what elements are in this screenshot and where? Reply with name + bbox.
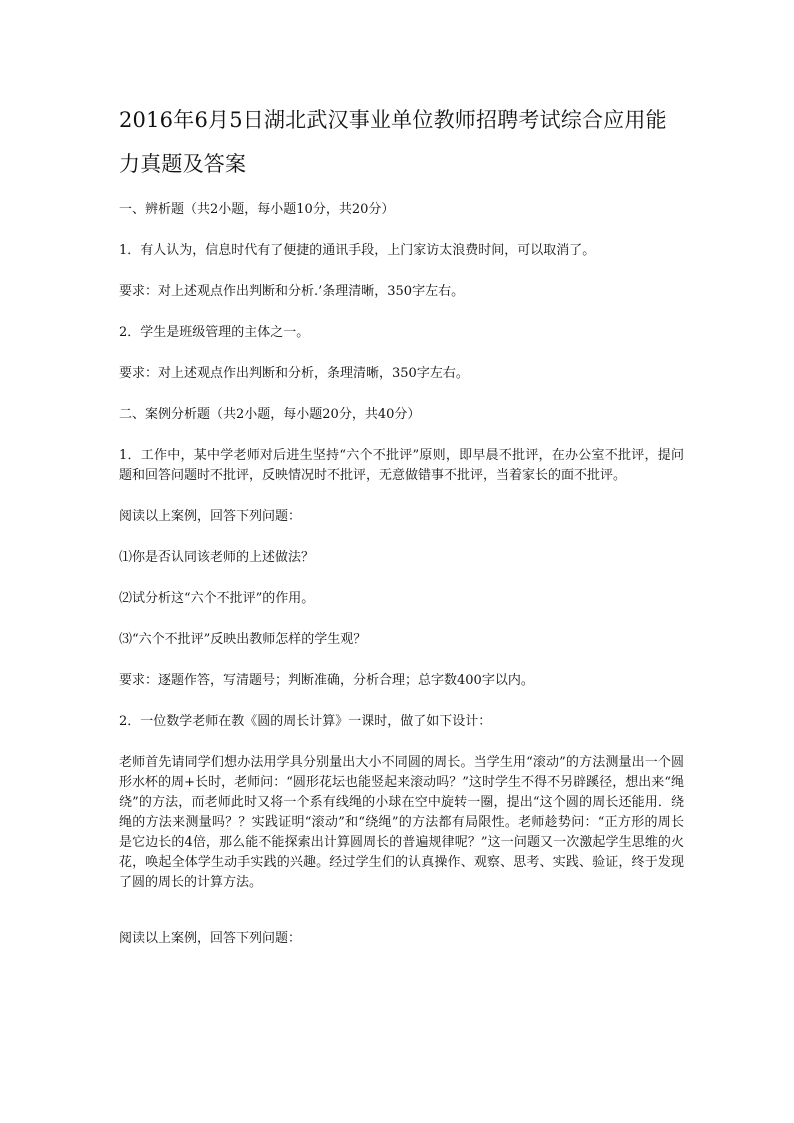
case-1-sub-question-3: ⑶“六个不批评”反映出教师怎样的学生观？ bbox=[119, 632, 367, 647]
question-1-text: 1．有人认为，信息时代有了便捷的通讯手段，上门家访太浪费时间，可以取消了。 bbox=[119, 243, 596, 258]
question-1-requirement: 要求：对上述观点作出判断和分析.’条理清晰，350字左右。 bbox=[119, 284, 465, 299]
case-1-prompt: 阅读以上案例，回答下列问题： bbox=[119, 509, 302, 524]
question-2-text: 2．学生是班级管理的主体之一。 bbox=[119, 325, 310, 340]
section-heading-analysis: 一、辨析题（共2小题，每小题10分，共20分） bbox=[119, 202, 395, 217]
case-1-text: 1．工作中，某中学老师对后进生坚持“六个不批评”原则，即早晨不批评，在办公室不批评，提问题和回答问题时不批评，反映情况时不批评，无意做错事不批评，当着家长的面不批评。 bbox=[119, 448, 684, 483]
question-2-requirement: 要求：对上述观点作出判断和分析，条理清晰，350字左右。 bbox=[119, 366, 469, 381]
case-1-sub-question-1: ⑴你是否认同该老师的上述做法？ bbox=[119, 550, 315, 565]
section-heading-case: 二、案例分析题（共2小题，每小题20分，共40分） bbox=[119, 407, 421, 422]
case-2-intro: 2．一位数学老师在教《圆的周长计算》一课时，做了如下设计： bbox=[119, 714, 492, 729]
case-2-text: 老师首先请同学们想办法用学具分别量出大小不同圆的周长。当学生用“滚动”的方法测量出一个圆形水杯的周+长时，老师问：“圆形花坛也能竖起来滚动吗？”这时学生不得不另辟蹊径，想出来“绳绕”的方法，而老师此时又将一个系有线绳的小球在空中旋转一圈，提出“这个圆的周长还能用．绕绳的方法来测量吗？？实践证明“滚动”和“绕绳”的方法都有局限性。老师趁势问：“正方形的周长是它边长的4倍，那么能不能探索出计算圆周长的普遍规律呢？”这一问题又一次激起学生思维的火花，唤起全体学生动手实践的兴趣。经过学生们的认真操作、观察、思考、实践、验证，终于发现了圆的周长的计算方法。 bbox=[119, 755, 684, 890]
case-1-requirement: 要求：逐题作答，写清题号；判断准确，分析合理；总字数400字以内。 bbox=[119, 673, 534, 688]
case-1-sub-question-2: ⑵试分析这“六个不批评”的作用。 bbox=[119, 591, 315, 606]
case-2-prompt: 阅读以上案例，回答下列问题： bbox=[119, 931, 302, 946]
document-title: 2016年6月5日湖北武汉事业单位教师招聘考试综合应用能力真题及答案 bbox=[119, 108, 667, 176]
document-page bbox=[119, 98, 684, 970]
